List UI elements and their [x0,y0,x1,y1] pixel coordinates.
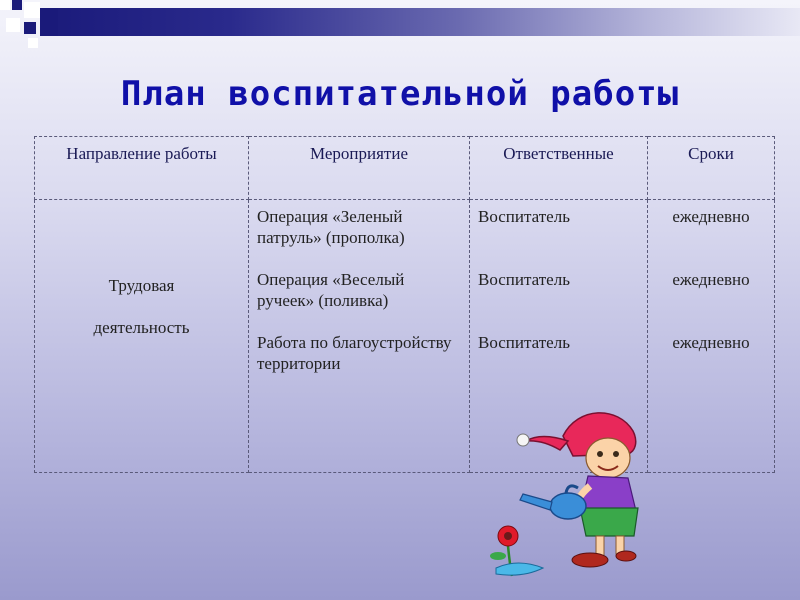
header-direction: Направление работы [35,137,249,200]
table-row [35,200,775,473]
header-bar [40,8,800,36]
direction-line-1: Трудовая [108,275,175,295]
direction-line-2: деятельность [93,317,190,337]
table-header-row [35,137,775,200]
event-item-1: Операция «Зеленый патруль» (прополка) [257,207,405,247]
page-title: План воспитательной работы [120,74,680,114]
terms-cell [648,200,775,473]
responsible-item-3: Воспитатель [478,333,570,352]
responsible-item-2: Воспитатель [478,270,570,289]
event-item-2: Операция «Веселый ручеек» (поливка) [257,270,405,310]
event-item-3: Работа по благоустройству территории [257,333,452,373]
term-item-1: ежедневно [672,207,750,226]
header-responsible: Ответственные [470,137,648,200]
event-cell [249,200,470,473]
direction-cell [35,200,249,473]
responsible-item-1: Воспитатель [478,207,570,226]
term-item-3: ежедневно [672,333,750,352]
term-item-2: ежедневно [672,270,750,289]
plan-table [34,136,775,473]
gnome-watering-illustration [468,396,648,586]
header-event: Мероприятие [249,137,470,200]
header-terms: Сроки [648,137,775,200]
